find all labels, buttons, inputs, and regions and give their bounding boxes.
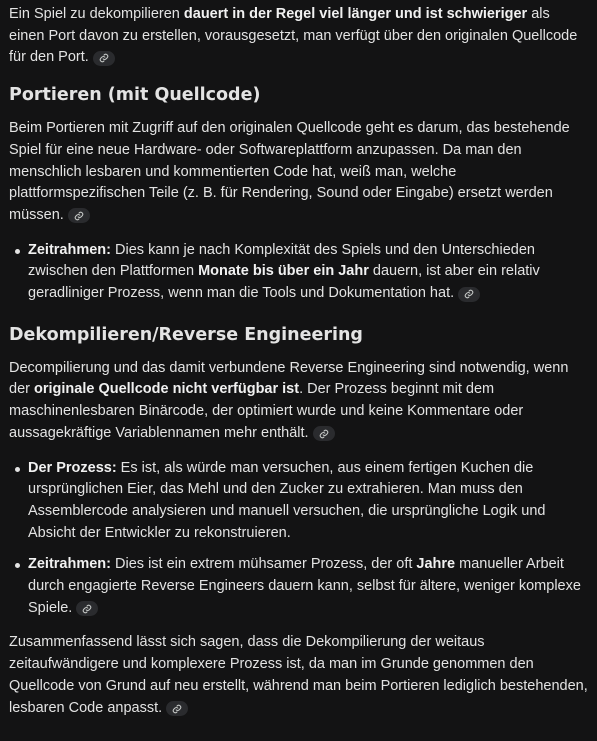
bullet-label: Zeitrahmen:	[28, 556, 111, 573]
intro-text-2: als einen Port davon zu erstellen, vorausgesetzt, man verfügt über den originalen Quellcode für den Port.	[9, 6, 578, 66]
bullet-text: Es ist, als würde man versuchen, aus einem fertigen Kuchen die ursprünglichen Eier, das Mehl und den Zucker zu extrahieren. Man muss den Assemblercode analysieren und manuell versuchen, die ursprüngliche Logik und Absicht der Entwickler zu rekonstruieren.	[28, 459, 546, 541]
bullet-label: Der Prozess:	[28, 459, 117, 476]
decompile-emphasis: originale Quellcode nicht verfügbar ist	[34, 381, 300, 398]
bullet-text: dauern, ist aber ein relativ geradliniger Prozess, wenn man die Tools und Dokumentation hat.	[28, 263, 540, 302]
source-link-chip[interactable]	[458, 287, 480, 302]
summary-paragraph	[9, 632, 589, 719]
decompile-text-1: Decompilierung und das damit verbundene Reverse Engineering sind notwendig, wenn der	[9, 359, 569, 398]
porting-list	[9, 240, 589, 305]
decompile-heading: Dekompilieren/Reverse Engineering	[9, 324, 363, 345]
source-link-chip[interactable]	[68, 208, 90, 223]
link-icon	[74, 211, 84, 221]
intro-text-1: Ein Spiel zu dekompilieren	[9, 6, 184, 22]
link-icon	[82, 604, 92, 614]
bullet-text: Dies ist ein extrem mühsamer Prozess, der oft	[111, 556, 417, 573]
decompile-paragraph	[9, 358, 589, 445]
decompile-text-2: . Der Prozess beginnt mit dem maschinenlesbaren Binärcode, der optimiert wurde und keine Kommentare oder aussagekräftige Variablennamen mehr enthält.	[9, 381, 524, 441]
link-icon	[464, 289, 474, 299]
bullet-label: Zeitrahmen:	[28, 241, 111, 258]
bullet-emphasis: Monate bis über ein Jahr	[198, 263, 369, 280]
porting-paragraph	[9, 118, 589, 227]
intro-emphasis: dauert in der Regel viel länger und ist schwieriger	[183, 6, 528, 22]
bullet-text: Dies kann je nach Komplexität des Spiels und den Unterschieden zwischen den Plattformen	[28, 241, 535, 280]
source-link-chip[interactable]	[313, 426, 335, 441]
source-link-chip[interactable]	[93, 51, 115, 66]
link-icon	[99, 53, 109, 63]
link-icon	[319, 429, 329, 439]
bullet-emphasis: Jahre	[416, 556, 456, 573]
porting-text: Beim Portieren mit Zugriff auf den originalen Quellcode geht es darum, das bestehende Spiel für eine neue Hardware- oder Softwareplattform anzupassen. Da man den menschlich lesbaren und kommentierten Code hat, weiß man, welche plattformspezifischen Teile (z. B. für Rendering, Sound oder Eingabe) ersetzt werden müssen.	[9, 120, 570, 223]
list-item	[28, 458, 589, 545]
decompile-list	[9, 458, 589, 620]
link-icon	[172, 704, 182, 714]
list-item	[28, 554, 589, 619]
summary-text: Zusammenfassend lässt sich sagen, dass die Dekompilierung der weitaus zeitaufwändigere und komplexere Prozess ist, da man im Grunde genommen den Quellcode von Grund auf neu erstellt, während man beim Portieren lediglich bestehenden, lesbaren Code anpasst.	[9, 634, 588, 716]
intro-paragraph	[9, 4, 589, 69]
bullet-text: manueller Arbeit durch engagierte Reverse Engineers dauern kann, selbst für ältere, weniger komplexe Spiele.	[28, 556, 581, 616]
source-link-chip[interactable]	[166, 701, 188, 716]
source-link-chip[interactable]	[76, 601, 98, 616]
porting-heading: Portieren (mit Quellcode)	[9, 85, 261, 106]
list-item	[28, 240, 589, 305]
